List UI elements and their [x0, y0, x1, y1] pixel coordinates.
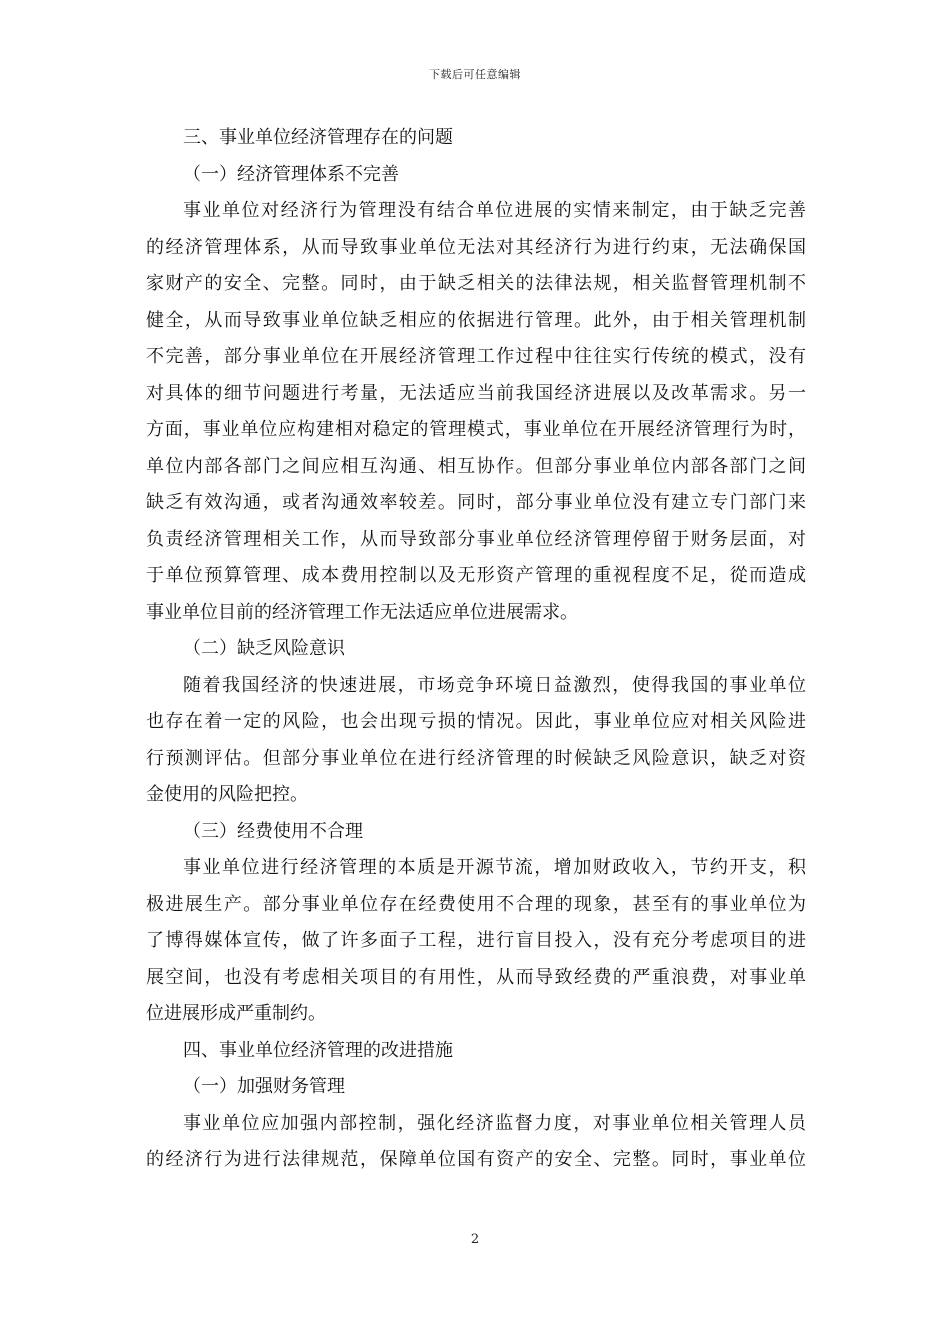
- paragraph-line: 事业单位应加强内部控制，强化经济监督力度，对事业单位相关管理人员: [183, 1112, 806, 1134]
- subsection-heading: （一）加强财务管理: [183, 1076, 345, 1097]
- paragraph-line: 负责经济管理相关工作，从而导致部分事业单位经济管理停留于财务层面，对: [146, 528, 806, 550]
- header-note: 下载后可任意编辑: [429, 68, 521, 81]
- paragraph-line: 的经济行为进行法律规范，保障单位国有资产的安全、完整。同时，事业单位: [146, 1149, 806, 1170]
- paragraph-line: 事业单位目前的经济管理工作无法适应单位进展需求。: [146, 601, 578, 623]
- paragraph-line: 展空间，也没有考虑相关项目的有用性，从而导致经费的严重浪费，对事业单: [146, 966, 806, 988]
- paragraph-line: 于单位预算管理、成本费用控制以及无形资产管理的重视程度不足，從而造成: [146, 565, 806, 586]
- paragraph-line: 单位内部各部门之间应相互沟通、相互协作。但部分事业单位内部各部门之间: [146, 455, 806, 477]
- paragraph-line: 方面，事业单位应构建相对稳定的管理模式，事业单位在开展经济管理行为时，: [146, 419, 806, 440]
- paragraph-line: 位进展形成严重制约。: [146, 1003, 326, 1024]
- paragraph-line: 的经济管理体系，从而导致事业单位无法对其经济行为进行约束，无法确保国: [146, 236, 806, 258]
- paragraph-line: 不完善，部分事业单位在开展经济管理工作过程中往往实行传统的模式，没有: [146, 346, 806, 367]
- subsection-heading: （一）经济管理体系不完善: [183, 163, 399, 185]
- section-heading: 三、事业单位经济管理存在的问题: [183, 127, 453, 148]
- paragraph-line: 缺乏有效沟通，或者沟通效率较差。同时，部分事业单位没有建立专门部门来: [146, 492, 806, 513]
- paragraph-line: 了博得媒体宣传，做了许多面子工程，进行盲目投入，没有充分考虑项目的进: [146, 930, 806, 951]
- paragraph-line: 事业单位对经济行为管理没有结合单位进展的实情来制定，由于缺乏完善: [183, 200, 806, 221]
- paragraph-line: 事业单位进行经济管理的本质是开源节流，增加财政收入，节约开支，积: [183, 857, 806, 878]
- paragraph-line: 对具体的细节问题进行考量，无法适应当前我国经济进展以及改革需求。另一: [146, 382, 806, 404]
- section-heading: 四、事业单位经济管理的改进措施: [183, 1039, 453, 1061]
- subsection-heading: （三）经费使用不合理: [183, 820, 363, 842]
- paragraph-line: 家财产的安全、完整。同时，由于缺乏相关的法律法规，相关监督管理机制不: [146, 273, 806, 294]
- paragraph-line: 极进展生产。部分事业单位存在经费使用不合理的现象，甚至有的事业单位为: [146, 893, 806, 915]
- paragraph-line: 也存在着一定的风险，也会出现亏损的情况。因此，事业单位应对相关风险进: [146, 711, 806, 732]
- document-body: [146, 120, 806, 1179]
- page-number: 2: [470, 1232, 480, 1247]
- paragraph-line: 健全，从而导致事业单位缺乏相应的依据进行管理。此外，由于相关管理机制: [146, 309, 806, 331]
- paragraph-line: 金使用的风险把控。: [146, 784, 308, 805]
- paragraph-line: 行预测评估。但部分事业单位在进行经济管理的时候缺乏风险意识，缺乏对资: [146, 747, 806, 769]
- subsection-heading: （二）缺乏风险意识: [183, 638, 345, 659]
- paragraph-line: 随着我国经济的快速进展，市场竞争环境日益激烈，使得我国的事业单位: [183, 674, 806, 696]
